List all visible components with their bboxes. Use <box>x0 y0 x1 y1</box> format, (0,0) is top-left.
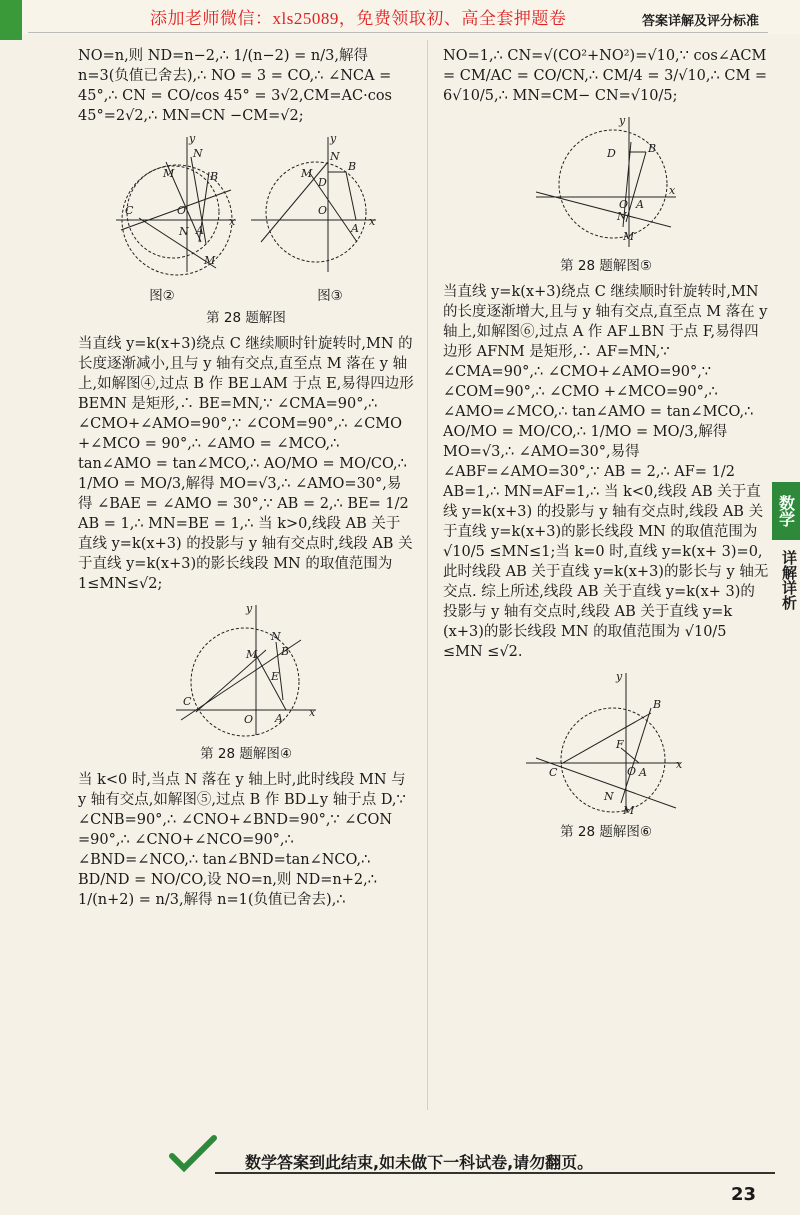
svg-text:y: y <box>246 602 253 615</box>
svg-text:M: M <box>163 167 175 180</box>
header-divider <box>28 32 768 33</box>
side-label: 详解详析 <box>780 550 798 610</box>
svg-text:N: N <box>617 210 627 223</box>
subject-tab: 数学 <box>772 482 800 540</box>
page-number: 23 <box>731 1184 757 1205</box>
svg-text:N: N <box>179 225 189 238</box>
svg-text:B: B <box>648 142 657 155</box>
svg-text:y: y <box>189 132 196 145</box>
svg-text:B: B <box>281 645 290 658</box>
figure-3-label: 图③ <box>317 288 343 304</box>
svg-text:x: x <box>369 215 376 228</box>
svg-text:M: M <box>204 254 216 267</box>
right-paragraph-1: NO=1,∴ CN=√(CO²+NO²)=√10,∵ cos∠ACM = CM/AC = CO/CN,∴ CM/4 = 3/√10,∴ CM = 6√10/5,∴ MN=CM− CN=√10/5; <box>443 48 768 104</box>
right-column <box>443 46 769 848</box>
svg-text:x: x <box>669 184 676 197</box>
svg-text:A: A <box>275 712 283 725</box>
svg-text:y: y <box>619 114 626 127</box>
svg-text:N: N <box>271 630 281 643</box>
svg-text:N: N <box>604 790 614 803</box>
svg-text:M: M <box>623 804 635 817</box>
figure-4 <box>171 600 321 740</box>
svg-text:C: C <box>125 204 134 217</box>
svg-text:D: D <box>318 176 327 189</box>
svg-text:O: O <box>619 198 629 211</box>
svg-text:M: M <box>623 230 635 243</box>
svg-text:x: x <box>676 758 683 771</box>
figure-2-and-3 <box>111 132 381 282</box>
figure-2 <box>116 137 236 275</box>
svg-text:F: F <box>616 738 624 751</box>
svg-text:M: M <box>246 648 258 661</box>
svg-text:y: y <box>330 132 337 145</box>
svg-text:B: B <box>348 160 357 173</box>
svg-text:B: B <box>210 170 219 183</box>
watermark-text: 添加老师微信：xls25089，免费领取初、高全套押题卷 <box>150 9 567 28</box>
figure-3 <box>251 137 376 272</box>
svg-text:D: D <box>607 147 616 160</box>
svg-text:C: C <box>549 766 558 779</box>
left-paragraph-2: 当直线 y=k(x+3)绕点 C 继续顺时针旋转时,MN 的长度逐渐减小,且与 y 轴有交点,直至点 M 落在 y 轴上,如解图④,过点 B 作 BE⊥AM 于点 E,易得四边形 BEMN 是矩形,∴ BE=MN,∵ ∠CMA=90°,∴ ∠CMO+∠AMO=90°,∵ ∠COM=90°,∴ ∠CMO +∠MCO = 90°,∴ ∠AMO = ∠MCO,∴ tan∠AMO = tan∠MCO,∴ AO/MO = MO/CO,∴ 1/MO = MO/3,解得 MO=√3,∴ ∠AMO=30°,易得 ∠BAE = ∠AMO = 30°,∵ AB = 2,∴ BE= 1/2 AB = 1,∴ MN=BE = 1,∴ 当 k>0,线段 AB 关于直线 y=k(x+3) 的投影与 y 轴有交点时,线段 AB 关于直线 y=k(x+3)的影长线段 MN 的取值范围为 1≤MN≤√2; <box>78 336 414 592</box>
svg-text:A: A <box>351 222 359 235</box>
svg-text:O: O <box>318 204 328 217</box>
svg-text:N: N <box>193 147 203 160</box>
header-title: 答案详解及评分标准 <box>642 14 760 29</box>
svg-text:N: N <box>330 150 340 163</box>
figure-2-label: 图② <box>149 288 175 304</box>
caption-28-5: 第 28 题解图⑤ <box>560 258 652 274</box>
left-column <box>78 46 414 916</box>
svg-text:y: y <box>616 670 623 683</box>
svg-text:M: M <box>301 167 313 180</box>
svg-text:E: E <box>271 670 280 683</box>
caption-28: 第 28 题解图 <box>206 310 286 326</box>
svg-text:A: A <box>639 766 647 779</box>
figure-6 <box>521 668 691 818</box>
left-paragraph-1: NO=n,则 ND=n−2,∴ 1/(n−2) = n/3,解得 n=3(负值已舍去),∴ NO = 3 = CO,∴ ∠NCA = 45°,∴ CN = CO/cos 45° = 3√2,CM=AC·cos 45°=2√2,∴ MN=CN −CM=√2; <box>78 48 392 124</box>
svg-text:x: x <box>229 215 236 228</box>
svg-text:O: O <box>627 765 637 778</box>
figure-2-3-labels <box>78 286 414 306</box>
right-paragraph-2: 当直线 y=k(x+3)绕点 C 继续顺时针旋转时,MN 的长度逐渐增大,且与 y 轴有交点,直至点 M 落在 y 轴上,如解图⑥,过点 A 作 AF⊥BN 于点 F,易得四边形 AFNM 是矩形,∴ AF=MN,∵ ∠CMA=90°,∴ ∠CMO+∠AMO=90°,∵ ∠COM=90°,∴ ∠CMO +∠MCO=90°,∴ ∠AMO=∠MCO,∴ tan∠AMO = tan∠MCO,∴ AO/MO = MO/CO,∴ 1/MO = MO/3,解得 MO=√3,∴ ∠AMO=30°,易得 ∠ABF=∠AMO=30°,∵ AB = 2,∴ AF= 1/2 AB=1,∴ MN=AF=1,∴ 当 k<0,线段 AB 关于直线 y=k(x+3) 的投影与 y 轴有交点时,线段 AB 关于直线 y=k(x+3)的影长线段 MN 的取值范围为 √10/5 ≤MN≤1;当 k=0 时,直线 y=k(x+ 3)=0,此时线段 AB 关于直线 y=k(x+3)的影长与 y 轴无交点. 综上所述,线段 AB 关于直线 y=k(x+ 3)的投影与 y 轴有交点时,线段 AB 关于直线 y=k (x+3)的影长线段 MN 的取值范围为 √10/5 ≤MN ≤√2. <box>443 284 769 660</box>
svg-text:B: B <box>653 698 662 711</box>
svg-text:A: A <box>196 224 204 237</box>
green-corner-bar <box>0 0 22 40</box>
svg-text:x: x <box>309 706 316 719</box>
svg-text:O: O <box>244 713 254 726</box>
caption-28-4: 第 28 题解图④ <box>200 746 292 762</box>
footer-notice: 数学答案到此结束,如未做下一科试卷,请勿翻页。 <box>245 1153 594 1172</box>
left-paragraph-3: 当 k<0 时,当点 N 落在 y 轴上时,此时线段 MN 与 y 轴有交点,如解图⑤,过点 B 作 BD⊥y 轴于点 D,∵ ∠CNB=90°,∴ ∠CNO+∠BND=90°,∵ ∠CON =90°,∴ ∠CNO+∠NCO=90°,∴ ∠BND=∠NCO,∴ tan∠BND=tan∠NCO,∴ BD/ND = NO/CO,设 NO=n,则 ND=n+2,∴ 1/(n+2) = n/3,解得 n=1(负值已舍去),∴ <box>78 772 406 908</box>
svg-text:A: A <box>636 198 644 211</box>
figure-5 <box>531 112 681 252</box>
checkmark-icon <box>168 1134 218 1174</box>
column-divider <box>427 40 428 1110</box>
svg-text:O: O <box>177 204 187 217</box>
caption-28-6: 第 28 题解图⑥ <box>560 824 652 840</box>
svg-text:C: C <box>183 695 192 708</box>
